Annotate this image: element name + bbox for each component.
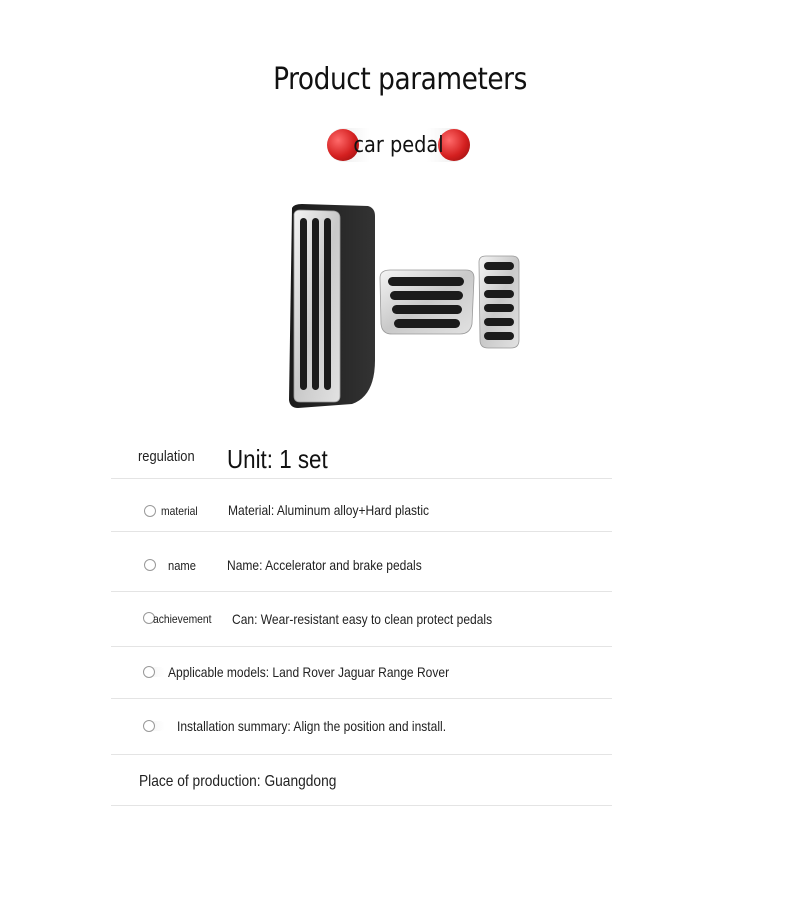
regulation-label: regulation [138, 448, 195, 465]
toggle-knob [143, 720, 155, 732]
small-pedal [479, 256, 519, 348]
name-label: name [168, 558, 196, 573]
divider [111, 754, 612, 755]
achievement-value: Can: Wear-resistant easy to clean protect pedals [232, 611, 493, 627]
toggle-icon [143, 721, 165, 731]
brake-pedal [380, 270, 474, 334]
car-pedal-set-image [280, 200, 530, 415]
toggle-icon [143, 667, 165, 677]
accelerator-pedal [289, 204, 375, 408]
installation-value: Installation summary: Align the position and install. [177, 718, 447, 734]
divider [111, 698, 612, 699]
product-type-label: car pedal [353, 133, 444, 158]
radio-icon [144, 559, 156, 571]
page-title: Product parameters [273, 62, 527, 97]
production-value: Place of production: Guangdong [139, 773, 337, 790]
toggle-knob [143, 666, 155, 678]
divider [111, 805, 612, 806]
name-value: Name: Accelerator and brake pedals [227, 557, 422, 573]
radio-icon [144, 505, 156, 517]
material-label: material [161, 504, 198, 518]
pedal-illustration [280, 200, 530, 415]
material-value: Material: Aluminum alloy+Hard plastic [228, 502, 430, 518]
divider [111, 478, 612, 479]
unit-value: Unit: 1 set [227, 444, 328, 474]
models-value: Applicable models: Land Rover Jaguar Range Rover [168, 664, 450, 680]
divider [111, 646, 612, 647]
divider [111, 591, 612, 592]
achievement-label: achievement [153, 612, 212, 626]
divider [111, 531, 612, 532]
product-type-badge [327, 128, 470, 162]
